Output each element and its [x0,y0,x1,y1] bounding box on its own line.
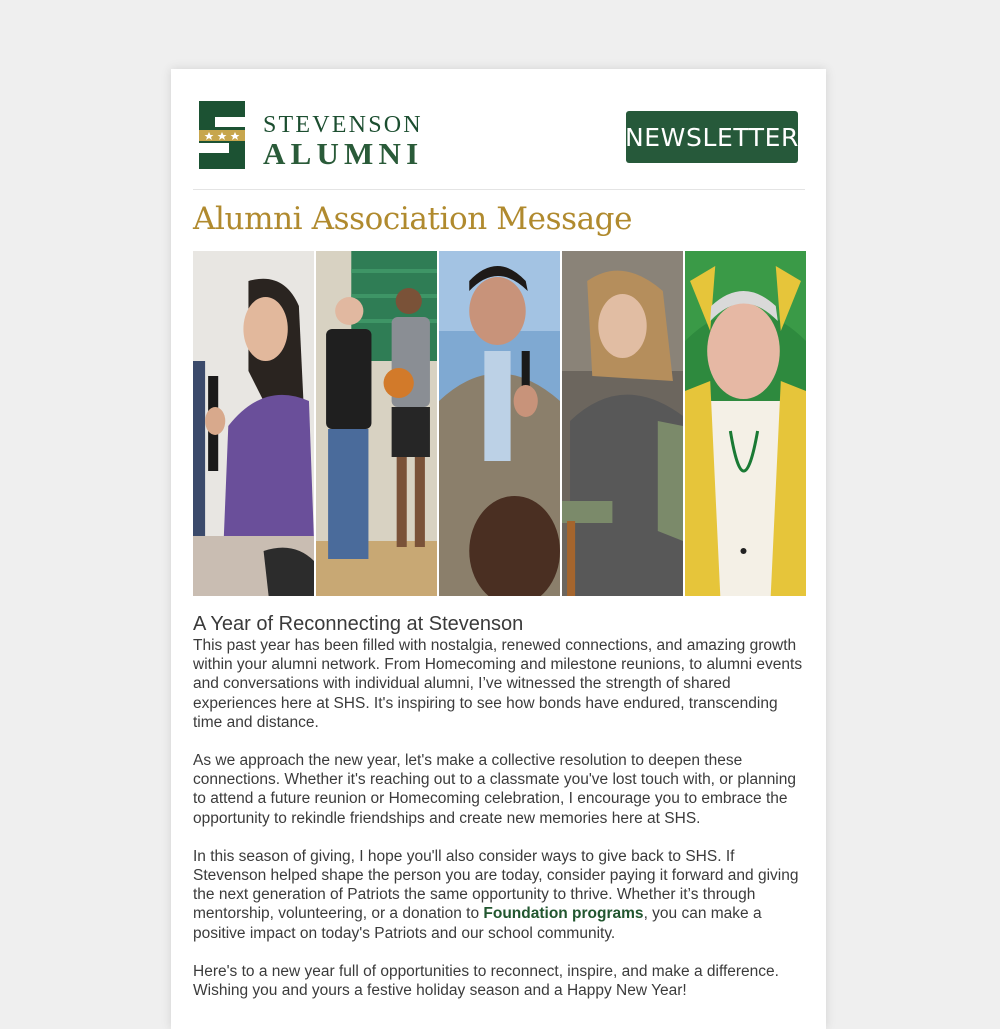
newsletter-card [171,69,826,1029]
page-title: Alumni Association Message [193,201,633,237]
paragraph-1: This past year has been filled with nostalgia, renewed connections, and amazing growth within your alumni network. From Homecoming and milestone reunions, to alumni events and conversations with individual alumni, I’ve witnessed the strength of shared experiences here at SHS. It's inspiring to see how bonds have endured, transcending time and distance. [193,637,803,731]
stevenson-s-logo-icon [193,97,251,173]
message-content [193,612,808,1019]
paragraph-3-text-a: In this season of giving, I hope you'll also consider ways to give back to SHS. If Stevenson helped shape the person you are today, consider paying it forward and giving the next generation of Patriots the same opportunity to thrive. Whether it’s through mentorship, volunteering, or a donation to [193,847,799,923]
logo-line-stevenson: STEVENSON [263,112,423,138]
logo-line-alumni: ALUMNI [263,136,424,171]
newsletter-header [193,91,805,190]
paragraph-3-text-b: , you can make a positive impact on today's Patriots and our school community. [193,905,762,942]
student-speaking-photo [193,251,314,596]
section-heading: A Year of Reconnecting at Stevenson [193,613,524,635]
foundation-programs-link[interactable]: Foundation programs [483,905,644,923]
man-with-microphone-photo [439,251,560,596]
woman-speaking-photo [562,251,683,596]
paragraph-2: As we approach the new year, let's make a collective resolution to deepen these connections. Whether it's reaching out to a classmate you've lost touch with, or planning to attend a future reunion or Homecoming celebration, I encourage you to embrace the opportunity to rekindle friendships and create new memories here at SHS. [193,752,796,827]
paragraph-4: Here's to a new year full of opportunities to reconnect, inspire, and make a difference. Wishing you and yours a festive holiday season and a Happy New Year! [193,962,779,1000]
paragraph-3 [193,847,808,943]
mascot-cutout-photo [685,251,806,596]
photo-collage [193,251,806,596]
logo-wordmark [263,113,423,169]
newsletter-badge: NEWSLETTER [626,111,798,163]
basketball-players-photo [316,251,437,596]
